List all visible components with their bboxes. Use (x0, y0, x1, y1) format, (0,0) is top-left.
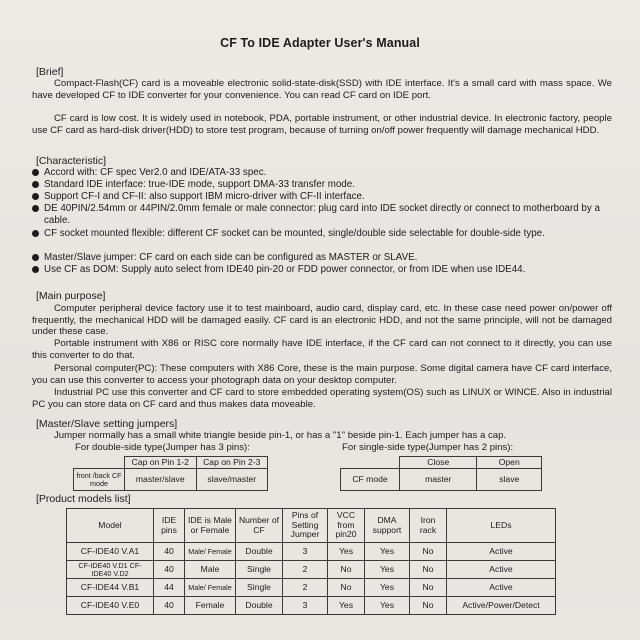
table-cell: No (328, 561, 365, 579)
double-side-caption: For double-side type(Jumper has 3 pins): (75, 442, 250, 453)
table-cell: Yes (328, 597, 365, 615)
characteristic-item: Support CF-I and CF-II: also support IBM micro-driver with CF-II interface. (44, 191, 604, 203)
table-row (67, 561, 556, 579)
brief-paragraph-2: CF card is low cost. It is widely used in notebook, PDA, portable instrument, or other industrial device. In electronic factory, people use CF card as hard-disk driver(HDD) to store test program, because of turning on/off power frequently will damage mechanical HDD. (32, 113, 612, 136)
characteristic-item: Accord with: CF spec Ver2.0 and IDE/ATA-33 spec. (44, 167, 604, 179)
column-header: Model (67, 509, 154, 543)
table-cell: Male/ Female (185, 543, 236, 561)
table-cell: No (410, 543, 447, 561)
column-header: IDE pins (154, 509, 185, 543)
table-cell: No (410, 561, 447, 579)
product-models-table (66, 508, 556, 615)
single-side-jumper-table (340, 456, 542, 491)
table-cell: master/slave (125, 469, 197, 491)
column-header: Close (400, 457, 477, 469)
table-cell: 44 (154, 579, 185, 597)
bullet-icon (32, 169, 39, 176)
purpose-paragraph-1: Computer peripheral device factory use it to test mainboard, audio card, display card, etc. In these case need power on/power off frequently, the mechanical HDD will be damaged easily. CF card is an electronic HDD, and not the same principle, will not be damaged under these case. (32, 303, 612, 338)
brief-paragraph-1: Compact-Flash(CF) card is a moveable electronic solid-state-disk(SSD) with IDE interface. It's a small card with mass space. We have developed CF to IDE converter for your convenience. You can read CF card on IDE port. (32, 78, 612, 101)
table-row (67, 543, 556, 561)
column-header: Pins of Setting Jumper (283, 509, 328, 543)
table-cell: 3 (283, 597, 328, 615)
table-cell: Single (236, 561, 283, 579)
single-side-caption: For single-side type(Jumper has 2 pins): (342, 442, 514, 453)
characteristic-item: Standard IDE interface: true-IDE mode, support DMA-33 transfer mode. (44, 179, 604, 191)
table-cell: 2 (283, 579, 328, 597)
table-cell: Yes (328, 543, 365, 561)
bullet-icon (32, 254, 39, 261)
table-cell: Active (447, 561, 556, 579)
column-header: Iron rack (410, 509, 447, 543)
empty-cell (341, 457, 400, 469)
table-cell: Yes (365, 543, 410, 561)
table-cell: Active (447, 579, 556, 597)
brief-heading: [Brief] (36, 66, 64, 78)
column-header: Open (477, 457, 542, 469)
column-header: IDE is Male or Female (185, 509, 236, 543)
table-cell: 40 (154, 561, 185, 579)
characteristic-heading: [Characteristic] (36, 155, 107, 167)
page-title: CF To IDE Adapter User's Manual (220, 36, 420, 50)
column-header: Cap on Pin 2-3 (196, 457, 268, 469)
table-cell: No (410, 597, 447, 615)
bullet-icon (32, 193, 39, 200)
table-cell: CF-IDE40 V.E0 (67, 597, 154, 615)
table-cell: Female (185, 597, 236, 615)
characteristic-item: Master/Slave jumper: CF card on each side can be configured as MASTER or SLAVE. (44, 252, 604, 264)
table-cell: Active (447, 543, 556, 561)
purpose-paragraph-3: Personal computer(PC): These computers with X86 Core, these is the main purpose. Some digital camera have CF card interface, you can use this converter to access your photograph data on your desktop computer. (32, 363, 612, 386)
table-cell: 40 (154, 543, 185, 561)
table-cell: Yes (365, 561, 410, 579)
purpose-heading: [Main purpose] (36, 290, 106, 302)
table-cell: 40 (154, 597, 185, 615)
table-cell: Active/Power/Detect (447, 597, 556, 615)
characteristic-item: CF socket mounted flexible: different CF socket can be mounted, single/double side selectable for double-side type. (44, 228, 604, 240)
row-label: CF mode (341, 469, 400, 491)
table-cell: CF-IDE40 V.A1 (67, 543, 154, 561)
column-header: Cap on Pin 1-2 (125, 457, 197, 469)
table-cell: 3 (283, 543, 328, 561)
table-cell: CF-IDE40 V.D1 CF-IDE40 V.D2 (67, 561, 154, 579)
column-header: LEDs (447, 509, 556, 543)
jumpers-intro: Jumper normally has a small white triangle beside pin-1, or has a "1" beside pin-1. Each jumper has a cap. (54, 430, 507, 441)
table-row (67, 579, 556, 597)
characteristic-item: Use CF as DOM: Supply auto select from IDE40 pin-20 or FDD power connector, or from IDE when use IDE44. (44, 264, 604, 276)
table-cell: slave/master (196, 469, 268, 491)
table-cell: No (410, 579, 447, 597)
table-cell: CF-IDE44 V.B1 (67, 579, 154, 597)
table-row (67, 597, 556, 615)
bullet-icon (32, 230, 39, 237)
table-cell: Double (236, 543, 283, 561)
table-cell: Male (185, 561, 236, 579)
table-cell: Single (236, 579, 283, 597)
column-header: Number of CF (236, 509, 283, 543)
table-cell: No (328, 579, 365, 597)
purpose-paragraph-4: Industrial PC use this converter and CF card to store embedded operating system(OS) such as LINUX or WINCE. Also in industrial PC you can store data on CF card and thus makes data moveable. (32, 387, 612, 410)
jumpers-heading: [Master/Slave setting jumpers] (36, 418, 178, 430)
characteristic-item: DE 40PIN/2.54mm or 44PIN/2.0mm female or male connector: plug card into IDE socket directly or connect to motherboard by a cable. (44, 203, 604, 226)
bullet-icon (32, 266, 39, 273)
table-cell: Yes (365, 579, 410, 597)
table-cell: master (400, 469, 477, 491)
row-label: front /back CF mode (74, 469, 125, 491)
table-cell: 2 (283, 561, 328, 579)
column-header: VCC from pin20 (328, 509, 365, 543)
empty-cell (74, 457, 125, 469)
double-side-jumper-table (73, 456, 268, 491)
table-cell: Yes (365, 597, 410, 615)
bullet-icon (32, 205, 39, 212)
models-heading: [Product models list] (36, 493, 131, 505)
column-header: DMA support (365, 509, 410, 543)
bullet-icon (32, 181, 39, 188)
purpose-paragraph-2: Portable instrument with X86 or RISC core normally have IDE interface, if the CF card can not connect to it directly, you can use this converter to do that. (32, 338, 612, 361)
table-cell: Double (236, 597, 283, 615)
table-cell: Male/ Female (185, 579, 236, 597)
table-cell: slave (477, 469, 542, 491)
